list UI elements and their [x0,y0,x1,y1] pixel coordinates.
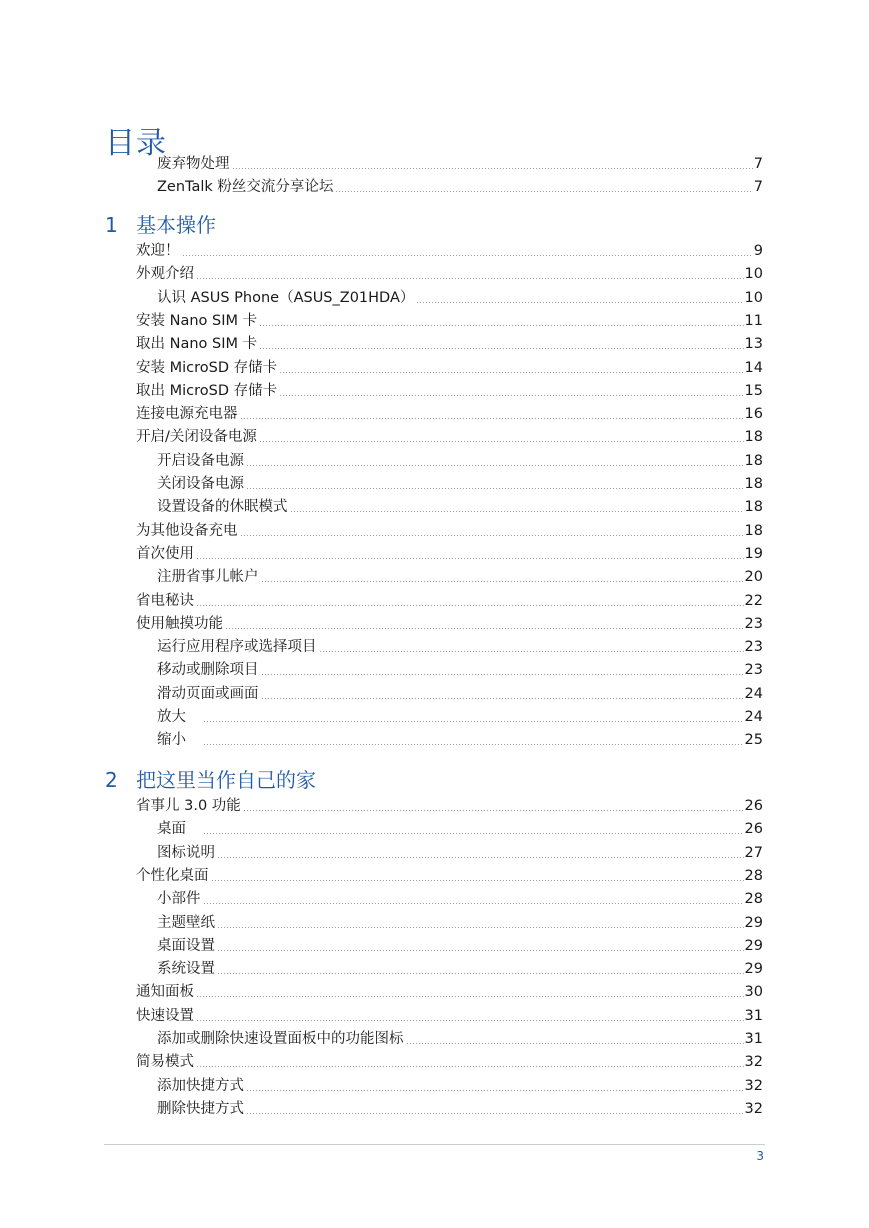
toc-entry[interactable] [157,959,763,979]
toc-entry-page: 16 [744,406,763,423]
dot-leader [416,302,743,303]
dot-leader [196,278,744,279]
toc-entry-page: 26 [744,821,763,838]
dot-leader [279,395,743,396]
toc-entry-page: 9 [753,243,763,259]
toc-entry[interactable] [157,177,763,197]
dot-leader [217,857,744,858]
dot-leader [261,698,744,699]
toc-entry-label: 开启/关闭设备电源 [136,429,257,446]
toc-entry[interactable] [157,707,763,727]
toc-entry-page: 23 [744,615,763,632]
toc-entry-page: 19 [744,545,763,562]
toc-entry-page: 28 [744,867,763,884]
dot-leader [243,810,744,811]
toc-entry-page: 7 [753,156,763,172]
toc-entry-page: 32 [744,1100,763,1117]
toc-entry-page: 29 [744,937,763,954]
toc-entry-label: 废弃物处理 [157,156,230,172]
toc-entry[interactable] [136,521,763,541]
section-heading [105,767,316,793]
toc-entry-page: 30 [744,984,763,1001]
toc-entry-page: 13 [744,336,763,353]
toc-entry-label: 添加快捷方式 [157,1077,244,1094]
toc-entry-label: 滑动页面或画面 [157,685,259,702]
dot-leader [196,1020,744,1021]
toc-entry[interactable] [136,427,763,447]
toc-entry-page: 32 [744,1054,763,1071]
toc-entry[interactable] [136,311,763,331]
toc-entry-label: 添加或删除快速设置面板中的功能图标 [157,1031,404,1047]
section-number: 2 [105,768,118,792]
toc-entry-page: 18 [744,522,763,539]
section-title: 把这里当作自己的家 [136,768,316,792]
dot-leader [246,465,744,466]
toc-entry-page: 23 [744,662,763,679]
toc-entry-label: 首次使用 [136,545,194,562]
toc-entry-label: 注册省事儿帐户 [157,569,259,586]
toc-entry[interactable] [136,264,763,284]
toc-entry[interactable] [157,913,763,933]
toc-entry[interactable] [157,730,763,750]
toc-entry[interactable] [136,1052,763,1072]
page-number: 3 [756,1149,764,1163]
toc-entry[interactable] [157,1029,763,1049]
toc-entry[interactable] [157,889,763,909]
dot-leader [406,1043,744,1044]
dot-leader [335,191,752,192]
dot-leader [319,651,744,652]
dot-leader [279,372,743,373]
dot-leader [261,581,744,582]
toc-entry-label: 简易模式 [136,1054,194,1071]
toc-entry-label: 桌面 [157,821,201,838]
toc-entry-label: 安装 MicroSD 存储卡 [136,359,278,376]
toc-entry-label: 个性化桌面 [136,867,209,884]
toc-entry-page: 24 [744,685,763,702]
dot-leader [203,833,744,834]
toc-entry-page: 10 [744,289,763,306]
dot-leader [196,996,744,997]
toc-entry-label: 通知面板 [136,984,194,1001]
footer-divider [104,1144,765,1145]
toc-entry-label: 系统设置 [157,961,215,978]
dot-leader [217,950,744,951]
toc-entry-label: 省电秘诀 [136,592,194,609]
toc-entry[interactable] [157,637,763,657]
toc-entry-page: 18 [744,452,763,469]
toc-entry-label: 安装 Nano SIM 卡 [136,312,258,329]
toc-entry-label: 关闭设备电源 [157,476,244,492]
toc-entry[interactable] [136,241,763,261]
dot-leader [196,558,744,559]
toc-entry-label: 删除快捷方式 [157,1100,244,1117]
toc-entry[interactable] [157,154,763,174]
dot-leader [259,325,743,326]
toc-entry-page: 26 [744,798,763,814]
dot-leader [232,168,753,169]
dot-leader [203,903,744,904]
toc-entry[interactable] [136,404,763,424]
toc-entry-page: 18 [744,476,763,492]
toc-entry-page: 11 [744,312,763,329]
toc-entry-page: 18 [744,429,763,446]
toc-entry[interactable] [157,660,763,680]
toc-entry-label: 移动或删除项目 [157,662,259,679]
toc-entry[interactable] [136,866,763,886]
dot-leader [240,418,744,419]
toc-entry-page: 31 [744,1031,763,1047]
dot-leader [259,441,744,442]
toc-entry-label: 外观介绍 [136,266,194,283]
toc-entry-page: 7 [753,179,763,196]
toc-entry-label: 图标说明 [157,844,215,861]
toc-entry-label: 小部件 [157,891,201,908]
toc-entry[interactable] [157,1099,763,1119]
toc-entry[interactable] [136,796,763,816]
dot-leader [203,721,744,722]
dot-leader [196,1066,744,1067]
toc-entry-label: 桌面设置 [157,937,215,954]
toc-entry-label: 缩小 [157,732,201,749]
page-title: 目录 [105,126,167,162]
toc-entry[interactable] [136,334,763,354]
toc-entry[interactable] [157,936,763,956]
toc-entry[interactable] [136,544,763,564]
toc-entry-page: 31 [744,1007,763,1024]
toc-entry-label: 取出 MicroSD 存储卡 [136,382,278,399]
toc-entry-label: 运行应用程序或选择项目 [157,639,317,656]
dot-leader [217,927,744,928]
dot-leader [246,1090,744,1091]
toc-entry-page: 24 [744,709,763,725]
toc-entry[interactable] [157,288,763,308]
toc-entry[interactable] [136,614,763,634]
toc-entry-label: 取出 Nano SIM 卡 [136,336,258,353]
toc-entry-page: 29 [744,961,763,978]
toc-entry-label: ZenTalk 粉丝交流分享论坛 [157,179,334,196]
dot-leader [225,628,744,629]
section-heading [105,212,216,238]
toc-entry[interactable] [157,843,763,863]
dot-leader [259,348,743,349]
toc-entry[interactable] [136,1006,763,1026]
toc-entry[interactable] [136,381,763,401]
dot-leader [261,674,744,675]
toc-entry-label: 放大 [157,709,201,725]
dot-leader [196,605,744,606]
toc-entry[interactable] [157,819,763,839]
toc-entry-page: 22 [744,592,763,609]
toc-entry[interactable] [136,591,763,611]
toc-entry-page: 10 [744,266,763,283]
toc-entry-page: 28 [744,891,763,908]
toc-entry-label: 设置设备的休眠模式 [157,499,288,516]
toc-entry-page: 25 [744,732,763,749]
dot-leader [290,511,744,512]
toc-entry-page: 32 [744,1077,763,1094]
dot-leader [246,488,744,489]
toc-entry-label: 欢迎！ [136,243,180,259]
toc-entry-label: 连接电源充电器 [136,406,238,423]
toc-entry-label: 快速设置 [136,1007,194,1024]
dot-leader [246,1113,744,1114]
toc-entry-label: 主题壁纸 [157,914,215,931]
dot-leader [240,535,744,536]
toc-entry[interactable] [136,358,763,378]
section-number: 1 [105,213,118,237]
toc-entry-page: 20 [744,569,763,586]
dot-leader [203,744,744,745]
toc-entry-page: 27 [744,844,763,861]
dot-leader [182,255,753,256]
toc-entry[interactable] [157,1076,763,1096]
toc-entry[interactable] [157,497,763,517]
toc-entry-page: 18 [744,499,763,516]
toc-entry-page: 23 [744,639,763,656]
dot-leader [211,880,744,881]
toc-entry-label: 使用触摸功能 [136,615,223,632]
dot-leader [217,973,744,974]
toc-entry-label: 省事儿 3.0 功能 [136,798,241,814]
toc-entry-label: 开启设备电源 [157,452,244,469]
section-title: 基本操作 [136,213,216,237]
toc-entry[interactable] [157,684,763,704]
toc-entry-label: 为其他设备充电 [136,522,238,539]
toc-entry[interactable] [157,474,763,494]
toc-entry-page: 15 [744,382,763,399]
toc-entry[interactable] [136,982,763,1002]
toc-entry-page: 29 [744,914,763,931]
toc-entry[interactable] [157,451,763,471]
toc-entry-label: 认识 ASUS Phone（ASUS_Z01HDA） [157,289,415,306]
toc-entry-page: 14 [744,359,763,376]
toc-entry[interactable] [157,567,763,587]
